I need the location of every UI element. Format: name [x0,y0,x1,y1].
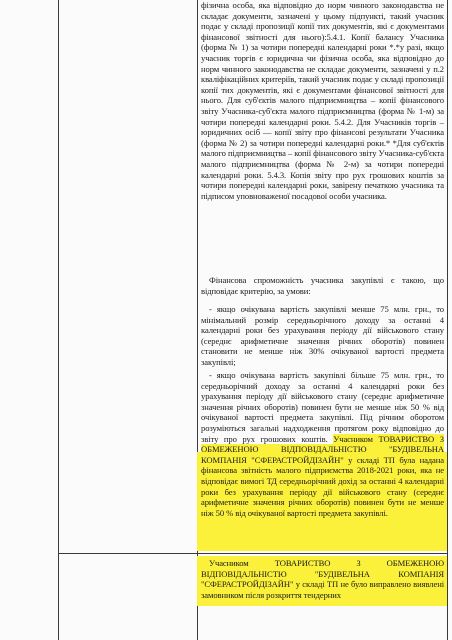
condition-over-75m-paragraph [201,370,444,518]
financial-documents-paragraph: фізична особа, яка відповідно до норм чинного законодавства не складає документи, зазначені у цьому підпункті, такий учасник подає у складі пропозиції копії тих документів, які є документами фінансової звітності для нього):5.4.1. Копії балансу Учасника (форма № 1) за чотири попередні календарні роки *.*у разі, якщо учасник торгів є юридична чи фізична особа, яка відповідно до норм чинного законодавства не складає документи, зазначені у п.2 кваліфікаційних критеріїв, такий учасник подає у складі пропозиції копії тих документів, які є документами фінансової звітності для нього. Для суб'єктів малого підприємництва – копії фінансового звіту Учасника-суб'єкта малого підприємництва (форма № 1-м) за чотири попередні календарні роки. 5.4.2. Для Учасників торгів – юридичних осіб — копії звіту про фінансові результати Учасника (форма № 2) за чотири попередні календарні роки.* *Для суб'єктів малого підприємництва – копії фінансового звіту Учасника-суб'єкта малого підприємництва (форма № 2-м) за чотири попередні календарні роки. 5.4.3. Копія звіту про рух грошових коштів за чотири попередні календарні роки, завірену печаткою учасника та підписом уповноваженої посадової особи учасника. [201,0,444,201]
second-row-cell [201,558,444,602]
table-right-border [447,0,448,640]
table-left-border [58,0,59,640]
condition-over-75m-cell [201,370,444,520]
table-row-divider [58,553,448,554]
condition-under-75m-cell [201,304,444,370]
criteria-condition-cell [201,275,444,298]
highlighted-finding-text: Учасником ТОВАРИСТВО З ОБМЕЖЕНОЮ ВІДПОВІДАЛЬНІСТЮ "БУДІВЕЛЬНА КОМПАНІЯ "СФЕРАСТРОЙДІЗАЙН" у складі ТП була надана фінансова звітність малого підприємства 2018-2021 роки, яка не відповідає вимогі ТД середньорічний дохід за останні 4 календарні роки без урахування періоду дії військового стану (середнє арифметичне значення річних оборотів) повинен бути не менше ніж 50 % від очікуваної вартості предмета закупівлі. [201,433,444,518]
financial-capacity-paragraph: Фінансова спроможність учасника закупівлі є такою, що відповідає критерію, за умови: [201,275,444,296]
highlighted-finding-paragraph-2: Учасником ТОВАРИСТВО З ОБМЕЖЕНОЮ ВІДПОВІДАЛЬНІСТЮ "БУДІВЕЛЬНА КОМПАНІЯ "СФЕРАСТРОЙДІЗАЙН" у складі ТП не було виправлено виявлені замовником після розкриття тендерних [201,558,444,600]
criteria-text-cell [201,0,444,203]
condition-under-75m-paragraph: - якщо очікувана вартість закупівлі менше 75 млн. грн., то мінімальний розмір середньорічного доходу за останні 4 календарні роки без урахування періоду дії військового стану (середнє арифметичне значення річних оборотів) повинен становити не менше ніж 30% очікуваної вартості предмета закупівлі; [201,304,444,367]
condition-over-75m-text: - якщо очікувана вартість закупівлі більше 75 млн. грн., то середньорічний доходу за останні 4 календарні роки без урахування періоду дії військового стану (середнє арифметичне значення річних оборотів) повинен бути не менше ніж 50 % від очікуваної вартості предмета закупівлі. Під річним оборотом розуміються загальні надходження протягом року відповідно до звіту про рух грошових коштів. [201,370,444,444]
